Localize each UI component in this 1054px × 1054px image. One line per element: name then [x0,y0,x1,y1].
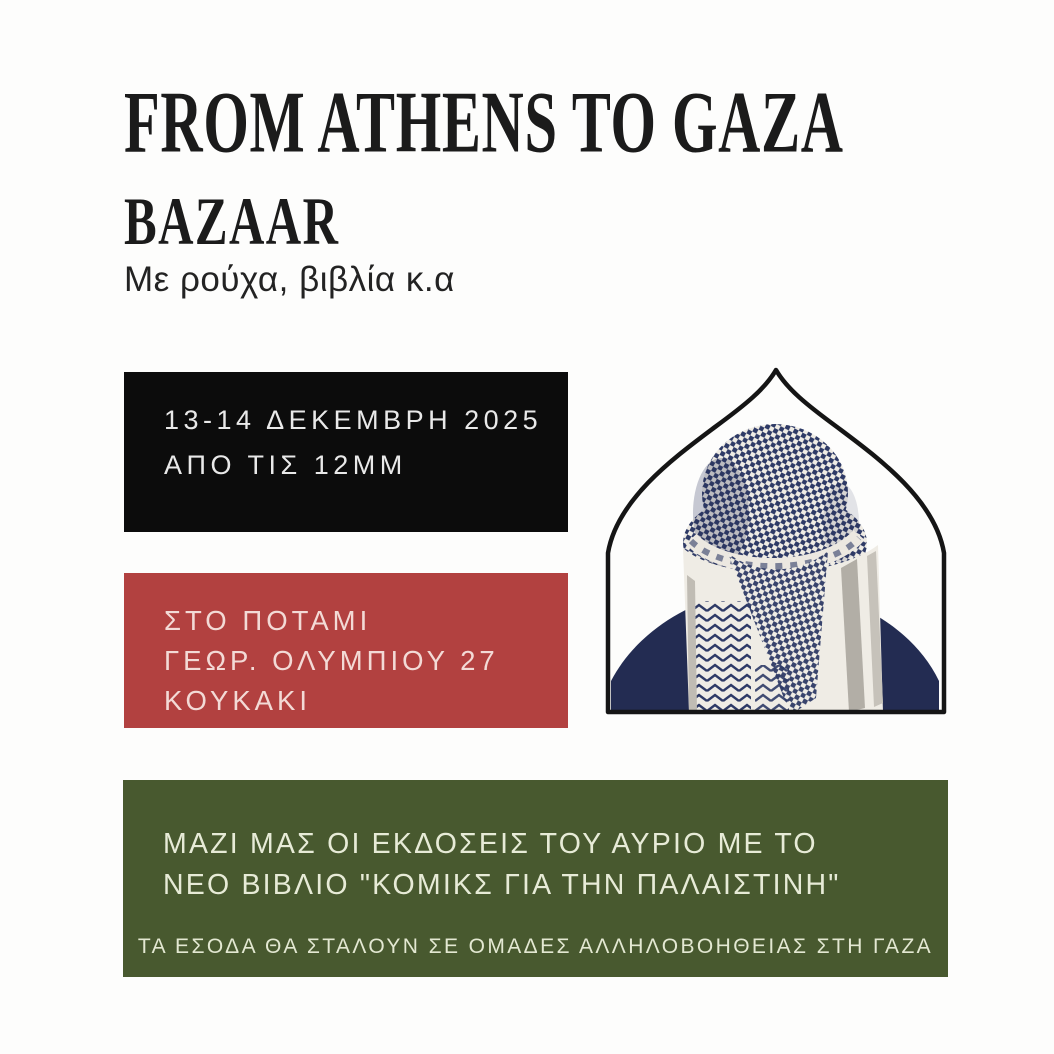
poster-title: FROM ATHENS TO GAZA [124,72,844,171]
venue-line: ΣΤΟ ΠΟΤΑΜΙ [164,605,372,636]
poster-tagline: Με ρούχα, βιβλία κ.α [124,260,455,299]
proceeds-note: ΤΑ ΕΣΟΔΑ ΘΑ ΣΤΑΛΟΥΝ ΣΕ ΟΜΑΔΕΣ ΑΛΛΗΛΟΒΟΗΘΕΙΑΣ ΣΤΗ ΓΑΖΑ [137,935,934,958]
poster-subtitle: BAZAAR [124,183,340,259]
publisher-box [123,780,948,977]
date-box [124,372,568,532]
keffiyeh-person-illustration [595,363,955,719]
address-line: ΓΕΩΡ. ΟΛΥΜΠΙΟΥ 27 [164,645,499,676]
book-title-line: ΝΕΟ ΒΙΒΛΙΟ "ΚΟΜΙΚΣ ΓΙΑ ΤΗΝ ΠΑΛΑΙΣΤΙΝΗ" [163,869,841,901]
arch-frame-svg [595,363,955,719]
district-line: ΚΟΥΚΑΚΙ [164,685,312,716]
location-box [124,573,568,728]
date-line: 13-14 ΔΕΚΕΜΒΡΗ 2025 [164,405,543,435]
publisher-line: ΜΑΖΙ ΜΑΣ ΟΙ ΕΚΔΟΣΕΙΣ ΤΟΥ ΑΥΡΙΟ ΜΕ ΤΟ [163,828,818,860]
scarf-zigzag-center [755,665,789,712]
time-line: ΑΠΟ ΤΙΣ 12ΜΜ [164,450,407,480]
scarf-zigzag-left [693,601,751,712]
